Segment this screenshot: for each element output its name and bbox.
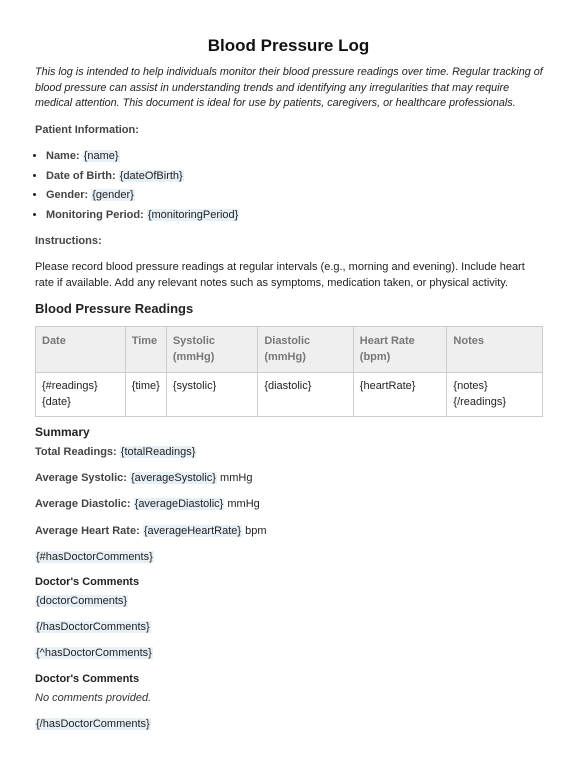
summary-average-diastolic xyxy=(35,498,260,510)
summary-label: Total Readings: xyxy=(35,446,117,458)
info-label: Monitoring Period: xyxy=(46,208,144,221)
page-title: Blood Pressure Log xyxy=(207,36,370,55)
summary-label: Average Heart Rate: xyxy=(35,525,140,537)
readings-table xyxy=(35,326,543,417)
column-header-systolic: Systolic (mmHg) xyxy=(166,327,257,373)
info-value: {name} xyxy=(83,150,119,162)
summary-value: {averageSystolic} xyxy=(130,472,216,484)
template-tag-close-no-comments xyxy=(35,718,151,730)
template-tag-close-has-comments xyxy=(35,621,151,633)
column-header-time: Time xyxy=(125,327,166,373)
doctor-comments-value xyxy=(35,595,128,607)
doctor-comments-heading-empty: Doctor's Comments xyxy=(35,673,140,685)
readings-heading: Blood Pressure Readings xyxy=(35,301,194,316)
summary-label: Average Systolic: xyxy=(35,472,127,484)
summary-value: {totalReadings} xyxy=(120,446,196,458)
info-label: Date of Birth: xyxy=(46,169,116,182)
table-cell-notes: {notes} {/readings} xyxy=(447,373,543,417)
summary-total-readings xyxy=(35,446,196,458)
patient-info-item-name xyxy=(46,147,239,167)
summary-value: {averageDiastolic} xyxy=(134,498,224,510)
info-value: {dateOfBirth} xyxy=(119,169,183,182)
template-tag: {/hasDoctorComments} xyxy=(36,718,150,730)
column-header-date: Date xyxy=(36,327,126,373)
patient-info-heading: Patient Information: xyxy=(35,124,139,136)
template-tag-open-has-comments xyxy=(35,551,154,563)
doctor-comments-heading: Doctor's Comments xyxy=(35,576,140,588)
info-value: {gender} xyxy=(92,189,134,201)
template-tag-open-no-comments xyxy=(35,647,153,659)
template-tag: {doctorComments} xyxy=(36,595,128,607)
instructions-heading: Instructions: xyxy=(35,235,102,247)
summary-heading: Summary xyxy=(35,425,90,439)
summary-average-heart-rate xyxy=(35,525,267,537)
info-label: Name: xyxy=(46,150,80,162)
no-comments-text: No comments provided. xyxy=(35,692,152,704)
table-cell-heart-rate: {heartRate} xyxy=(353,373,447,417)
table-cell-systolic: {systolic} xyxy=(166,373,257,417)
summary-unit: mmHg xyxy=(227,498,260,510)
summary-unit: bpm xyxy=(245,525,267,537)
column-header-notes: Notes xyxy=(447,327,543,373)
column-header-heart-rate: Heart Rate (bpm) xyxy=(353,327,447,373)
summary-average-systolic xyxy=(35,472,252,484)
table-cell-diastolic: {diastolic} xyxy=(258,373,353,417)
template-tag: {/hasDoctorComments} xyxy=(36,621,150,633)
info-label: Gender: xyxy=(46,189,89,201)
summary-label: Average Diastolic: xyxy=(35,498,131,510)
patient-info-item-dob xyxy=(46,167,239,187)
instructions-text: Please record blood pressure readings at regular intervals (e.g., morning and evening). Include heart rate if available. Add any relevant notes such as symptoms, medication taken, or physical activity. xyxy=(35,261,525,289)
table-row xyxy=(36,373,543,417)
template-tag: {#hasDoctorComments} xyxy=(36,551,153,563)
template-tag: {^hasDoctorComments} xyxy=(36,647,152,659)
summary-value: {averageHeartRate} xyxy=(143,525,242,537)
patient-info-item-gender xyxy=(46,186,239,206)
table-cell-time: {time} xyxy=(125,373,166,417)
patient-info-list xyxy=(28,147,239,225)
summary-unit: mmHg xyxy=(220,472,253,484)
table-cell-date: {#readings} {date} xyxy=(36,373,126,417)
intro-paragraph: This log is intended to help individuals monitor their blood pressure readings over time. Regular tracking of blood pressure can assist in understanding trends and identifying any irregularities that may require medical attention. This document is ideal for use by patients, caregivers, or healthcare professionals. xyxy=(35,66,543,109)
table-header-row xyxy=(36,327,543,373)
patient-info-item-period xyxy=(46,206,239,226)
info-value: {monitoringPeriod} xyxy=(147,208,239,221)
column-header-diastolic: Diastolic (mmHg) xyxy=(258,327,353,373)
